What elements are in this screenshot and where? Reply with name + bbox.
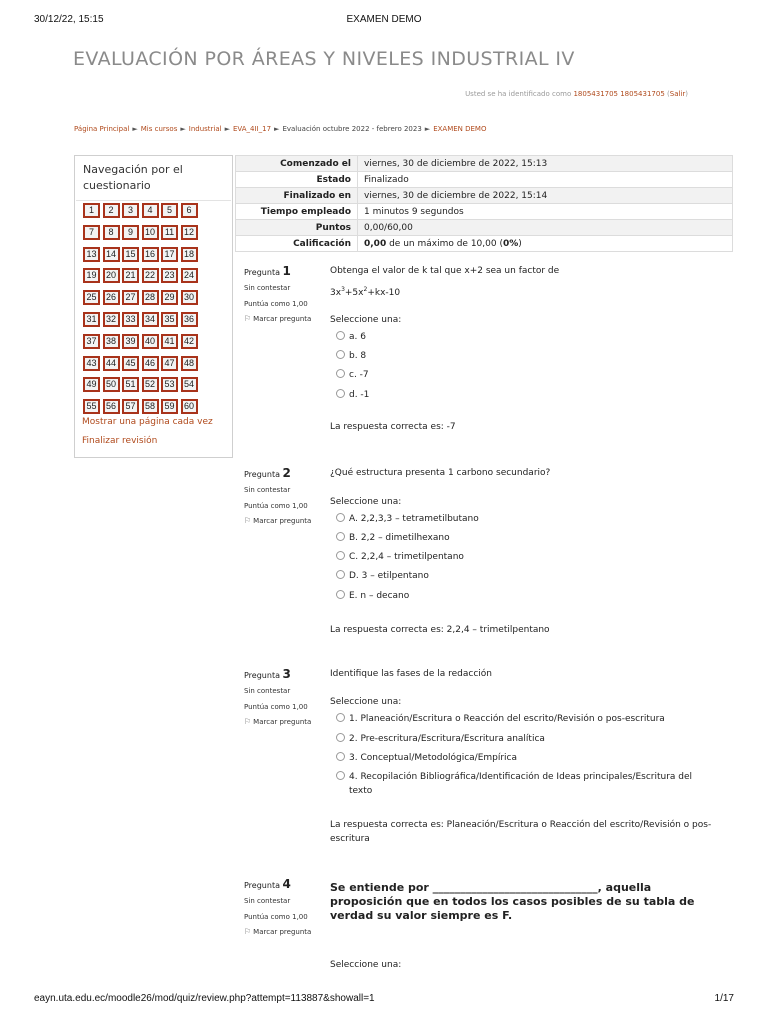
formula-exponent: 3 (341, 286, 345, 293)
grade-percent: 0% (502, 238, 519, 249)
print-url: eayn.uta.edu.ec/moodle26/mod/quiz/review.php?attempt=113887&showall=1 (34, 993, 375, 1004)
answer-option[interactable] (336, 771, 692, 782)
summary-value: 0,00/60,00 (358, 220, 733, 236)
flag-question[interactable] (244, 717, 324, 727)
answer-option[interactable] (336, 331, 366, 342)
print-doc-title: EXAMEN DEMO (346, 14, 422, 25)
formula-part: +kx-10 (367, 288, 401, 298)
correct-answer: La respuesta correcta es: -7 (330, 422, 456, 432)
question-nav-button[interactable]: 39 (122, 334, 139, 349)
flag-question[interactable] (244, 927, 324, 937)
radio-button[interactable] (336, 733, 345, 742)
radio-button[interactable] (336, 570, 345, 579)
answer-option[interactable] (336, 513, 479, 524)
grade-close: ) (518, 238, 522, 249)
question-nav-button[interactable]: 59 (161, 399, 178, 414)
question-nav-button[interactable]: 8 (103, 225, 120, 240)
option-label: 4. Recopilación Bibliográfica/Identificación de Ideas principales/Escritura del (349, 772, 693, 782)
answer-option[interactable] (336, 752, 517, 763)
breadcrumb-home[interactable]: Página Principal (74, 125, 130, 133)
radio-button[interactable] (336, 331, 345, 340)
answer-option[interactable] (336, 350, 366, 361)
radio-button[interactable] (336, 771, 345, 780)
answer-option[interactable] (336, 551, 464, 562)
question-nav-button[interactable]: 23 (161, 268, 178, 283)
option-label: E. n – decano (349, 591, 410, 601)
select-one-prompt: Seleccione una: (330, 697, 402, 707)
flag-question-label: Marcar pregunta (253, 928, 312, 936)
question-nav-button[interactable]: 15 (122, 247, 139, 262)
radio-button[interactable] (336, 590, 345, 599)
question-nav-button[interactable]: 45 (122, 356, 139, 371)
question-state: Sin contestar (244, 486, 291, 494)
option-label: d. -1 (349, 390, 370, 400)
show-one-page-link[interactable]: Mostrar una página cada vez (82, 417, 213, 427)
question-formula (330, 286, 400, 298)
select-one-prompt: Seleccione una: (330, 960, 402, 970)
summary-value (358, 236, 733, 252)
question-nav-button[interactable]: 36 (181, 312, 198, 327)
flag-question-label: Marcar pregunta (253, 718, 312, 726)
breadcrumb-separator: ► (274, 125, 280, 133)
print-datetime: 30/12/22, 15:15 (34, 14, 104, 25)
question-nav-button[interactable]: 50 (103, 377, 120, 392)
question-nav-button[interactable]: 1 (83, 203, 100, 218)
table-row (236, 236, 733, 252)
summary-key: Calificación (236, 236, 358, 252)
question-word: Pregunta (244, 470, 280, 479)
breadcrumb-separator: ► (132, 125, 138, 133)
correct-answer: La respuesta correcta es: 2,2,4 – trimetilpentano (330, 625, 550, 635)
correct-answer: La respuesta correcta es: Planeación/Escritura o Reacción del escrito/Revisión o pos-escritura (330, 820, 712, 844)
question-nav-button[interactable]: 10 (142, 225, 159, 240)
login-prefix: Usted se ha identificado como (465, 90, 574, 98)
question-number-value: 3 (282, 667, 291, 681)
formula-part: +5x (344, 288, 364, 298)
quiz-navigation-block (74, 155, 233, 458)
option-label: 1. Planeación/Escritura o Reacción del escrito/Revisión o pos-escritura (349, 714, 665, 724)
flag-question-label: Marcar pregunta (253, 517, 312, 525)
question-number (244, 466, 324, 480)
breadcrumb-course[interactable]: EVA_4II_17 (233, 125, 272, 133)
question-nav-button[interactable]: 27 (122, 290, 139, 305)
summary-value: Finalizado (358, 172, 733, 188)
summary-value: viernes, 30 de diciembre de 2022, 15:13 (358, 156, 733, 172)
question-info (244, 466, 324, 526)
logout-close: ) (685, 90, 688, 98)
option-label: 3. Conceptual/Metodológica/Empírica (349, 753, 518, 763)
answer-option[interactable] (336, 532, 450, 543)
question-nav-button[interactable]: 12 (181, 225, 198, 240)
question-nav-button[interactable]: 43 (83, 356, 100, 371)
formula-part: 3x (330, 288, 342, 298)
flag-question-label: Marcar pregunta (253, 315, 312, 323)
question-nav-button[interactable]: 35 (161, 312, 178, 327)
question-nav-button[interactable]: 2 (103, 203, 120, 218)
question-nav-button[interactable]: 51 (122, 377, 139, 392)
radio-button[interactable] (336, 713, 345, 722)
question-number (244, 264, 324, 278)
summary-key: Finalizado en (236, 188, 358, 204)
question-grade: Puntúa como 1,00 (244, 502, 308, 510)
grade-max: de un máximo de 10,00 ( (386, 238, 503, 249)
question-nav-button[interactable]: 31 (83, 312, 100, 327)
question-nav-button[interactable]: 18 (181, 247, 198, 262)
question-word: Pregunta (244, 268, 280, 277)
grade-score: 0,00 (364, 238, 387, 249)
table-row (236, 220, 733, 236)
question-number (244, 667, 324, 681)
radio-button[interactable] (336, 551, 345, 560)
quiz-navigation-title: Navegación por el cuestionario (83, 163, 183, 192)
question-nav-button[interactable]: 33 (122, 312, 139, 327)
breadcrumb-industrial[interactable]: Industrial (188, 125, 222, 133)
question-grade: Puntúa como 1,00 (244, 300, 308, 308)
question-nav-button[interactable]: 9 (122, 225, 139, 240)
option-label-continuation: texto (349, 786, 373, 796)
question-nav-button[interactable]: 49 (83, 377, 100, 392)
question-word: Pregunta (244, 881, 280, 890)
flag-icon: ⚐ (244, 516, 252, 525)
question-nav-button[interactable]: 21 (122, 268, 139, 283)
select-one-prompt: Seleccione una: (330, 315, 402, 325)
question-nav-button[interactable]: 6 (181, 203, 198, 218)
question-nav-button[interactable]: 30 (181, 290, 198, 305)
logout-open: ( (664, 90, 670, 98)
question-text: ¿Qué estructura presenta 1 carbono secundario? (330, 468, 551, 478)
table-row (236, 156, 733, 172)
summary-key: Estado (236, 172, 358, 188)
breadcrumb-exam[interactable]: EXAMEN DEMO (433, 125, 487, 133)
question-nav-button[interactable]: 48 (181, 356, 198, 371)
question-nav-button[interactable]: 40 (142, 334, 159, 349)
question-nav-button[interactable]: 25 (83, 290, 100, 305)
question-info (244, 264, 324, 324)
question-nav-button[interactable]: 20 (103, 268, 120, 283)
question-nav-button[interactable]: 7 (83, 225, 100, 240)
question-nav-button[interactable]: 5 (161, 203, 178, 218)
print-page-number: 1/17 (714, 993, 734, 1004)
breadcrumb-evaluation: Evaluación octubre 2022 - febrero 2023 (282, 125, 422, 133)
radio-button[interactable] (336, 369, 345, 378)
answer-option[interactable] (336, 713, 665, 724)
breadcrumb-my-courses[interactable]: Mis cursos (140, 125, 178, 133)
breadcrumb-separator: ► (424, 125, 431, 133)
radio-button[interactable] (336, 350, 345, 359)
question-nav-button[interactable]: 22 (142, 268, 159, 283)
radio-button[interactable] (336, 513, 345, 522)
question-number-value: 4 (282, 877, 291, 891)
question-info (244, 877, 324, 937)
radio-button[interactable] (336, 532, 345, 541)
logout-link[interactable]: Salir (669, 90, 686, 98)
question-state: Sin contestar (244, 897, 291, 905)
answer-option[interactable] (336, 369, 369, 380)
question-nav-button[interactable]: 60 (181, 399, 198, 414)
question-nav-button[interactable]: 53 (161, 377, 178, 392)
question-number-value: 2 (282, 466, 291, 480)
option-label: A. 2,2,3,3 – tetrametilbutano (349, 514, 479, 524)
summary-key: Comenzado el (236, 156, 358, 172)
question-nav-button[interactable]: 28 (142, 290, 159, 305)
flag-question[interactable] (244, 516, 324, 526)
question-grade: Puntúa como 1,00 (244, 913, 308, 921)
table-row (236, 172, 733, 188)
question-word: Pregunta (244, 671, 280, 680)
question-nav-button[interactable]: 16 (142, 247, 159, 262)
radio-button[interactable] (336, 389, 345, 398)
question-nav-button[interactable]: 41 (161, 334, 178, 349)
flag-icon: ⚐ (244, 717, 252, 726)
question-nav-button[interactable]: 44 (103, 356, 120, 371)
flag-question[interactable] (244, 314, 324, 324)
answer-option[interactable] (336, 389, 369, 400)
breadcrumb-separator: ► (180, 125, 186, 133)
question-text: Identifique las fases de la redacción (330, 669, 493, 679)
option-label: 2. Pre-escritura/Escritura/Escritura analítica (349, 734, 545, 744)
option-label: a. 6 (349, 332, 366, 342)
question-nav-button[interactable]: 4 (142, 203, 159, 218)
question-info (244, 667, 324, 727)
answer-option[interactable] (336, 590, 409, 601)
login-info (465, 90, 688, 98)
question-nav-button[interactable]: 19 (83, 268, 100, 283)
flag-icon: ⚐ (244, 927, 252, 936)
question-text: Obtenga el valor de k tal que x+2 sea un factor de (330, 266, 560, 276)
divider (76, 200, 231, 201)
question-nav-button[interactable]: 46 (142, 356, 159, 371)
option-label: C. 2,2,4 – trimetilpentano (349, 552, 464, 562)
finish-review-link[interactable]: Finalizar revisión (82, 436, 158, 446)
question-nav-button[interactable]: 56 (103, 399, 120, 414)
question-nav-button[interactable]: 57 (122, 399, 139, 414)
question-text: Se entiende por ______________________________, aquella proposición que en todos los casos posibles de su tabla de verdad su valor siempre es F. (330, 881, 695, 922)
question-nav-button[interactable]: 3 (122, 203, 139, 218)
breadcrumb (74, 125, 486, 133)
option-label: D. 3 – etilpentano (349, 571, 429, 581)
option-label: B. 2,2 – dimetilhexano (349, 533, 450, 543)
formula-exponent: 2 (363, 286, 368, 293)
answer-option[interactable] (336, 733, 545, 744)
option-label: b. 8 (349, 351, 367, 361)
question-nav-button[interactable]: 55 (83, 399, 100, 414)
question-nav-button[interactable]: 14 (103, 247, 120, 262)
question-nav-button[interactable]: 37 (83, 334, 100, 349)
select-one-prompt: Seleccione una: (330, 497, 402, 507)
question-nav-button[interactable]: 34 (142, 312, 159, 327)
question-nav-button[interactable]: 47 (161, 356, 178, 371)
question-nav-button[interactable]: 58 (142, 399, 159, 414)
question-nav-button[interactable]: 54 (181, 377, 198, 392)
summary-value: 1 minutos 9 segundos (358, 204, 733, 220)
question-nav-button[interactable]: 11 (161, 225, 178, 240)
attempt-summary-table (235, 155, 733, 252)
option-label: c. -7 (349, 370, 369, 380)
table-row (236, 204, 733, 220)
breadcrumb-separator: ► (224, 125, 230, 133)
question-nav-button[interactable]: 42 (181, 334, 198, 349)
question-nav-button[interactable]: 17 (161, 247, 178, 262)
question-number (244, 877, 324, 891)
table-row (236, 188, 733, 204)
question-nav-button[interactable]: 26 (103, 290, 120, 305)
question-state: Sin contestar (244, 284, 291, 292)
question-grade: Puntúa como 1,00 (244, 703, 308, 711)
question-number-value: 1 (282, 264, 291, 278)
summary-value: viernes, 30 de diciembre de 2022, 15:14 (358, 188, 733, 204)
question-nav-button[interactable]: 24 (181, 268, 198, 283)
summary-key: Puntos (236, 220, 358, 236)
question-state: Sin contestar (244, 687, 291, 695)
user-link[interactable]: 1805431705 1805431705 (573, 90, 665, 98)
site-title: EVALUACIÓN POR ÁREAS Y NIVELES INDUSTRIAL IV (73, 48, 575, 70)
question-nav-button[interactable]: 32 (103, 312, 120, 327)
question-nav-button[interactable]: 29 (161, 290, 178, 305)
question-nav-button[interactable]: 52 (142, 377, 159, 392)
summary-key: Tiempo empleado (236, 204, 358, 220)
answer-option[interactable] (336, 570, 429, 581)
flag-icon: ⚐ (244, 314, 252, 323)
radio-button[interactable] (336, 752, 345, 761)
question-nav-button[interactable]: 38 (103, 334, 120, 349)
question-nav-button[interactable]: 13 (83, 247, 100, 262)
